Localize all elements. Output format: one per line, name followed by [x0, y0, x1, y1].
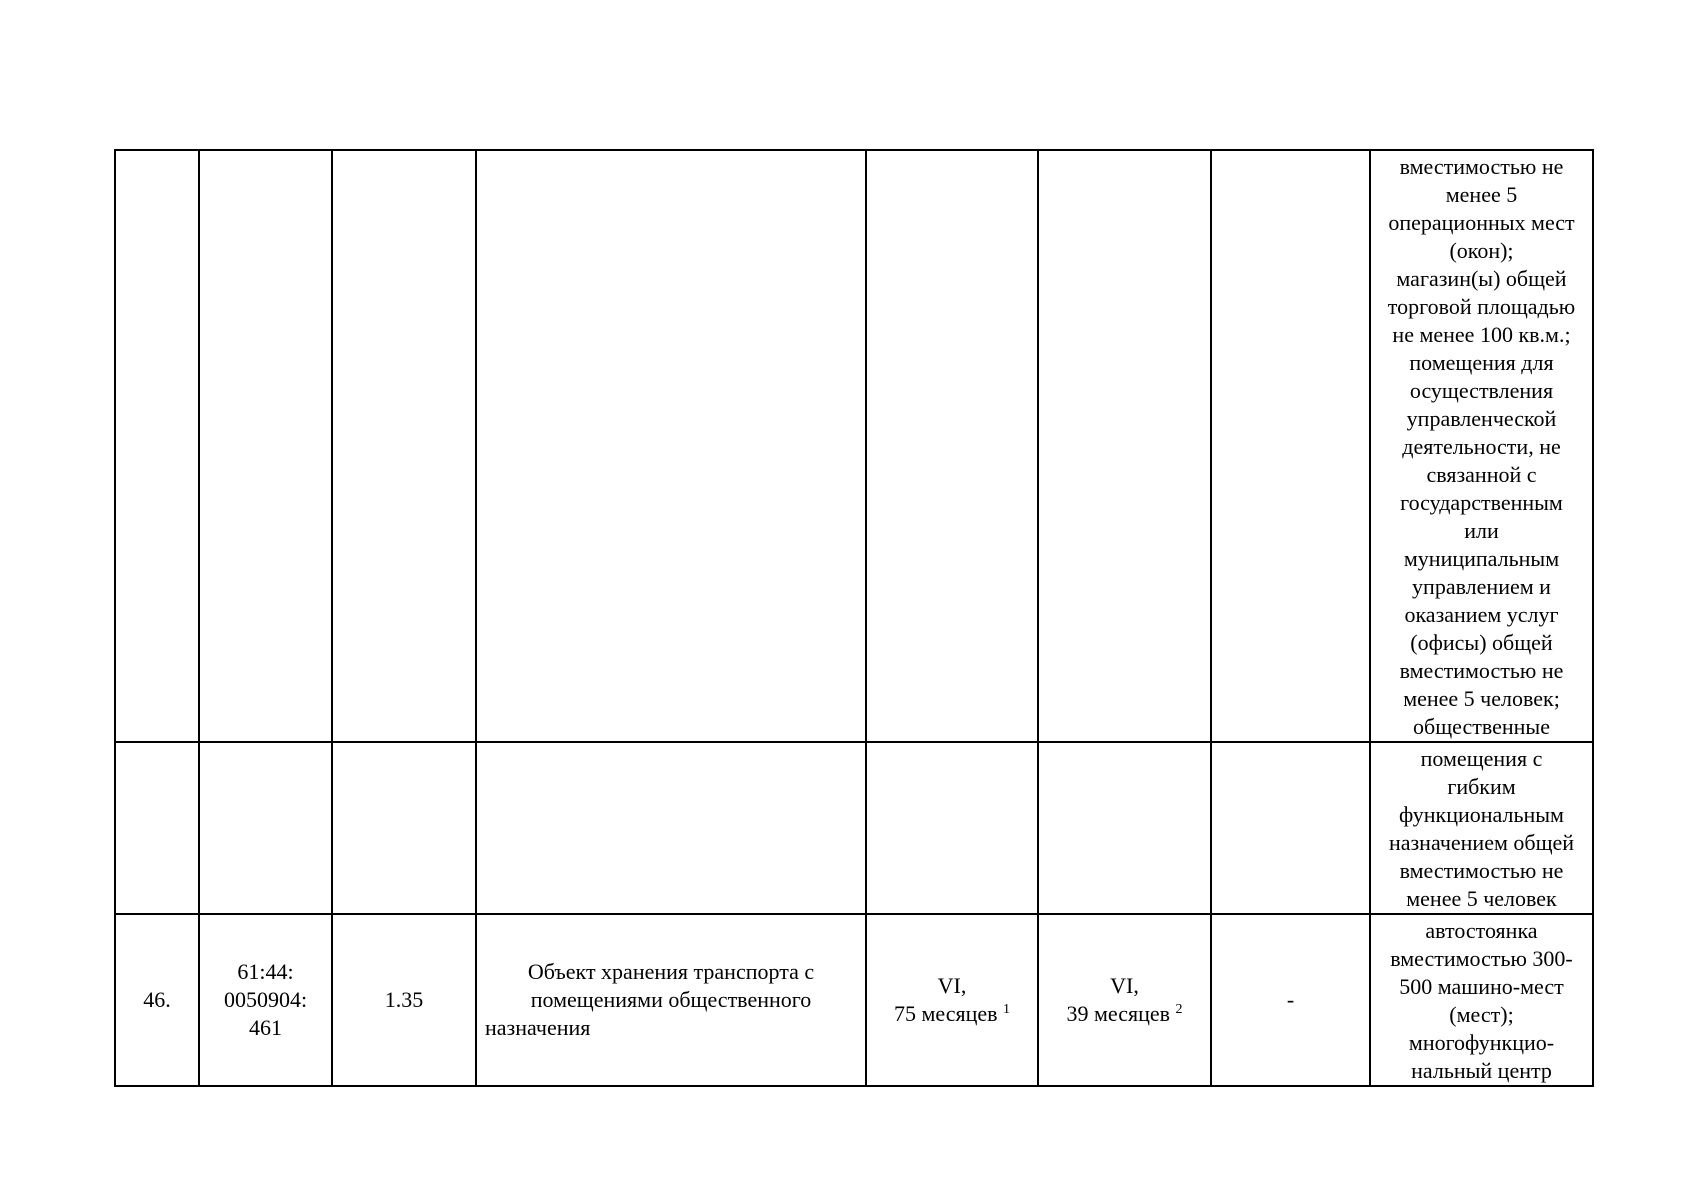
term-text: VI, 75 месяцев: [893, 973, 998, 1026]
footnote-ref: 1: [1003, 1002, 1011, 1017]
table-cell: [1038, 742, 1211, 914]
table-cell: [199, 742, 332, 914]
table-cell: [332, 742, 476, 914]
permitted-use-cell: помещения с гибким функциональным назначением общей вместимостью не менее 5 человек: [1370, 742, 1593, 914]
dash-cell: -: [1211, 914, 1370, 1086]
table-cell: [1211, 150, 1370, 742]
document-table: [114, 149, 1594, 1087]
term-text: VI, 39 месяцев: [1066, 973, 1171, 1026]
table-cell: [115, 150, 199, 742]
row-number: 46.: [115, 914, 199, 1086]
table-row: [115, 742, 1593, 914]
zone-code: 1.35: [332, 914, 476, 1086]
table-cell: [476, 742, 866, 914]
object-name: Объект хранения транспорта с помещениями общественного назначения: [476, 914, 866, 1086]
footnote-ref: 2: [1175, 1002, 1183, 1017]
table-row: [115, 150, 1593, 742]
table-cell: [866, 742, 1038, 914]
table-cell: [476, 150, 866, 742]
cadastral-number: 61:44: 0050904: 461: [199, 914, 332, 1086]
table-cell: [199, 150, 332, 742]
table-row: [115, 914, 1593, 1086]
table-cell: [115, 742, 199, 914]
table-cell: [866, 150, 1038, 742]
permitted-use-cell: автостоянка вместимостью 300- 500 машино-мест (мест); многофункцио- нальный центр: [1370, 914, 1593, 1086]
permitted-use-cell: вместимостью не менее 5 операционных мест (окон); магазин(ы) общей торговой площадью не менее 100 кв.м.; помещения для осуществления управленческой деятельности, не связанной с государственным или муниципальным управлением и оказанием услуг (офисы) общей вместимостью не менее 5 человек; общественные: [1370, 150, 1593, 742]
term-cell-2: [1038, 914, 1211, 1086]
table-cell: [1211, 742, 1370, 914]
table-cell: [1038, 150, 1211, 742]
table-cell: [332, 150, 476, 742]
term-cell-1: [866, 914, 1038, 1086]
